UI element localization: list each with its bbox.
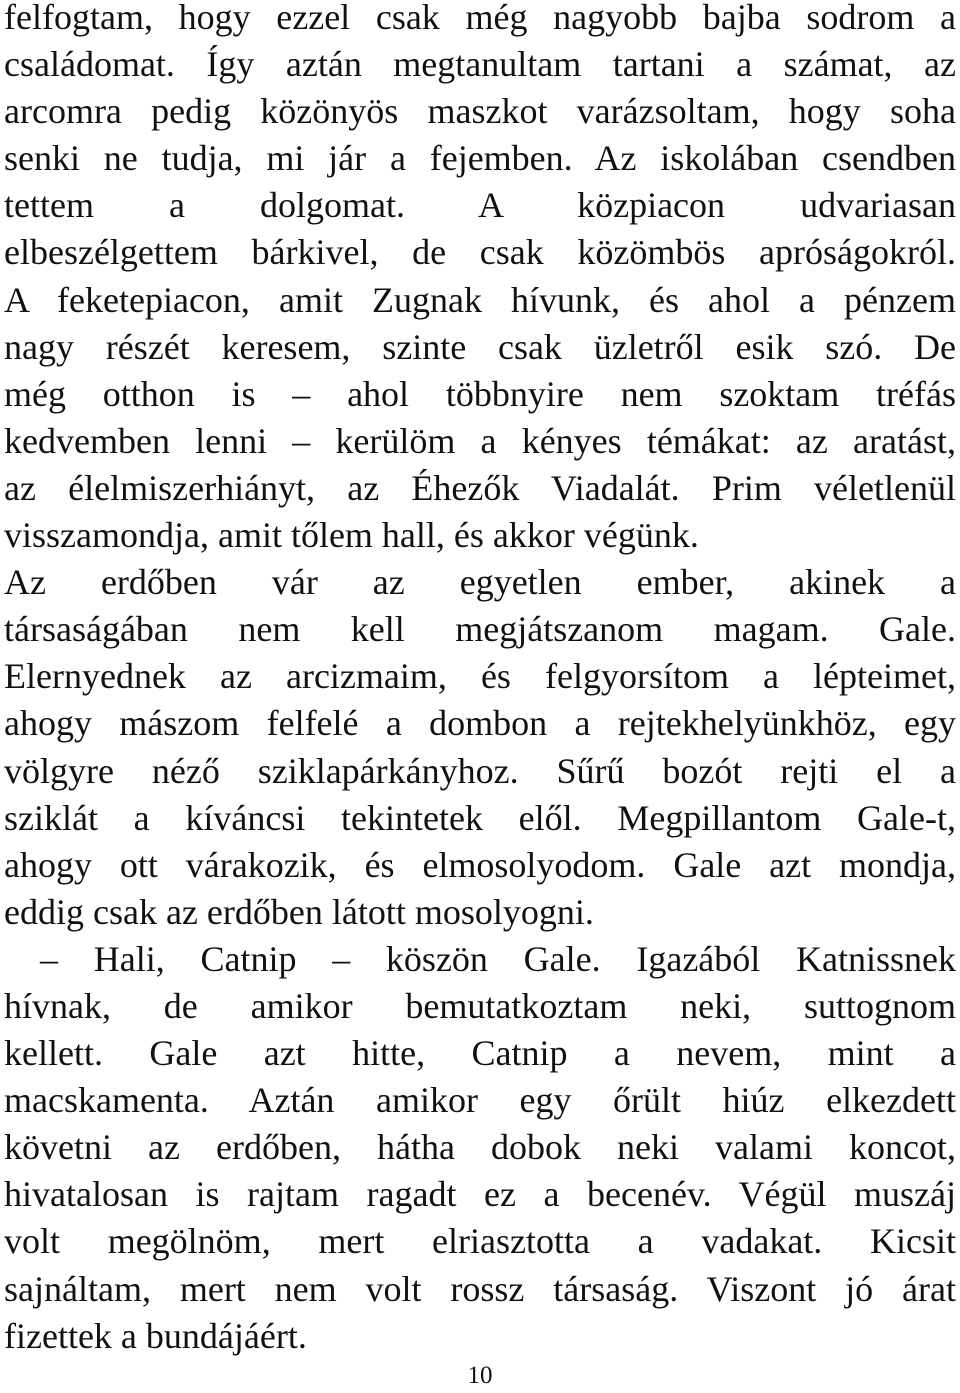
text-line: ahogy mászom felfelé a dombon a rejtekhelyünkhöz, egy bbox=[4, 703, 956, 744]
text-line: családomat. Így aztán megtanultam tartani a számat, az bbox=[4, 44, 956, 85]
text-line: völgyre néző sziklapárkányhoz. Sűrű bozót rejti el a bbox=[4, 750, 956, 791]
body-text bbox=[4, 0, 956, 1360]
text-line: A feketepiacon, amit Zugnak hívunk, és ahol a pénzem bbox=[4, 279, 956, 320]
text-line: kedvemben lenni – kerülöm a kényes témákat: az aratást, bbox=[4, 420, 956, 461]
text-line: fizettek a bundájáért. bbox=[4, 1315, 307, 1356]
text-line: ahogy ott várakozik, és elmosolyodom. Gale azt mondja, bbox=[4, 844, 956, 885]
text-line: volt megölnöm, mert elriasztotta a vadakat. Kicsit bbox=[4, 1221, 956, 1262]
text-line: macskamenta. Aztán amikor egy őrült hiúz elkezdett bbox=[4, 1080, 956, 1121]
text-line: még otthon is – ahol többnyire nem szoktam tréfás bbox=[4, 373, 956, 414]
page-number: 10 bbox=[467, 1362, 493, 1389]
text-line: senki ne tudja, mi jár a fejemben. Az iskolában csendben bbox=[4, 138, 956, 179]
text-line: hívnak, de amikor bemutatkoztam neki, suttognom bbox=[4, 985, 956, 1026]
text-line: nagy részét keresem, szinte csak üzletről esik szó. De bbox=[4, 326, 956, 367]
text-line: sajnáltam, mert nem volt rossz társaság. Viszont jó árat bbox=[4, 1268, 956, 1309]
text-line: kellett. Gale azt hitte, Catnip a nevem, mint a bbox=[4, 1033, 956, 1074]
text-line: sziklát a kíváncsi tekintetek elől. Megpillantom Gale-t, bbox=[4, 797, 956, 838]
text-line: társaságában nem kell megjátszanom magam. Gale. bbox=[4, 609, 956, 650]
text-line: felfogtam, hogy ezzel csak még nagyobb bajba sodrom a bbox=[4, 0, 956, 37]
text-line: az élelmiszerhiányt, az Éhezők Viadalát. Prim véletlenül bbox=[4, 467, 956, 508]
text-line: Elernyednek az arcizmaim, és felgyorsítom a lépteimet, bbox=[4, 656, 956, 697]
text-line: arcomra pedig közönyös maszkot varázsoltam, hogy soha bbox=[4, 91, 956, 132]
text-line: Az erdőben vár az egyetlen ember, akinek a bbox=[4, 562, 956, 603]
text-line: eddig csak az erdőben látott mosolyogni. bbox=[4, 891, 594, 932]
text-line: elbeszélgettem bárkivel, de csak közömbös apróságokról. bbox=[4, 232, 956, 273]
text-line: tettem a dolgomat. A közpiacon udvariasan bbox=[4, 185, 956, 226]
text-line: – Hali, Catnip – köszön Gale. Igazából Katnissnek bbox=[40, 938, 956, 979]
text-line: követni az erdőben, hátha dobok neki valami koncot, bbox=[4, 1127, 956, 1168]
text-line: visszamondja, amit tőlem hall, és akkor végünk. bbox=[4, 515, 699, 556]
text-line: hivatalosan is rajtam ragadt ez a becenév. Végül muszáj bbox=[4, 1174, 956, 1215]
